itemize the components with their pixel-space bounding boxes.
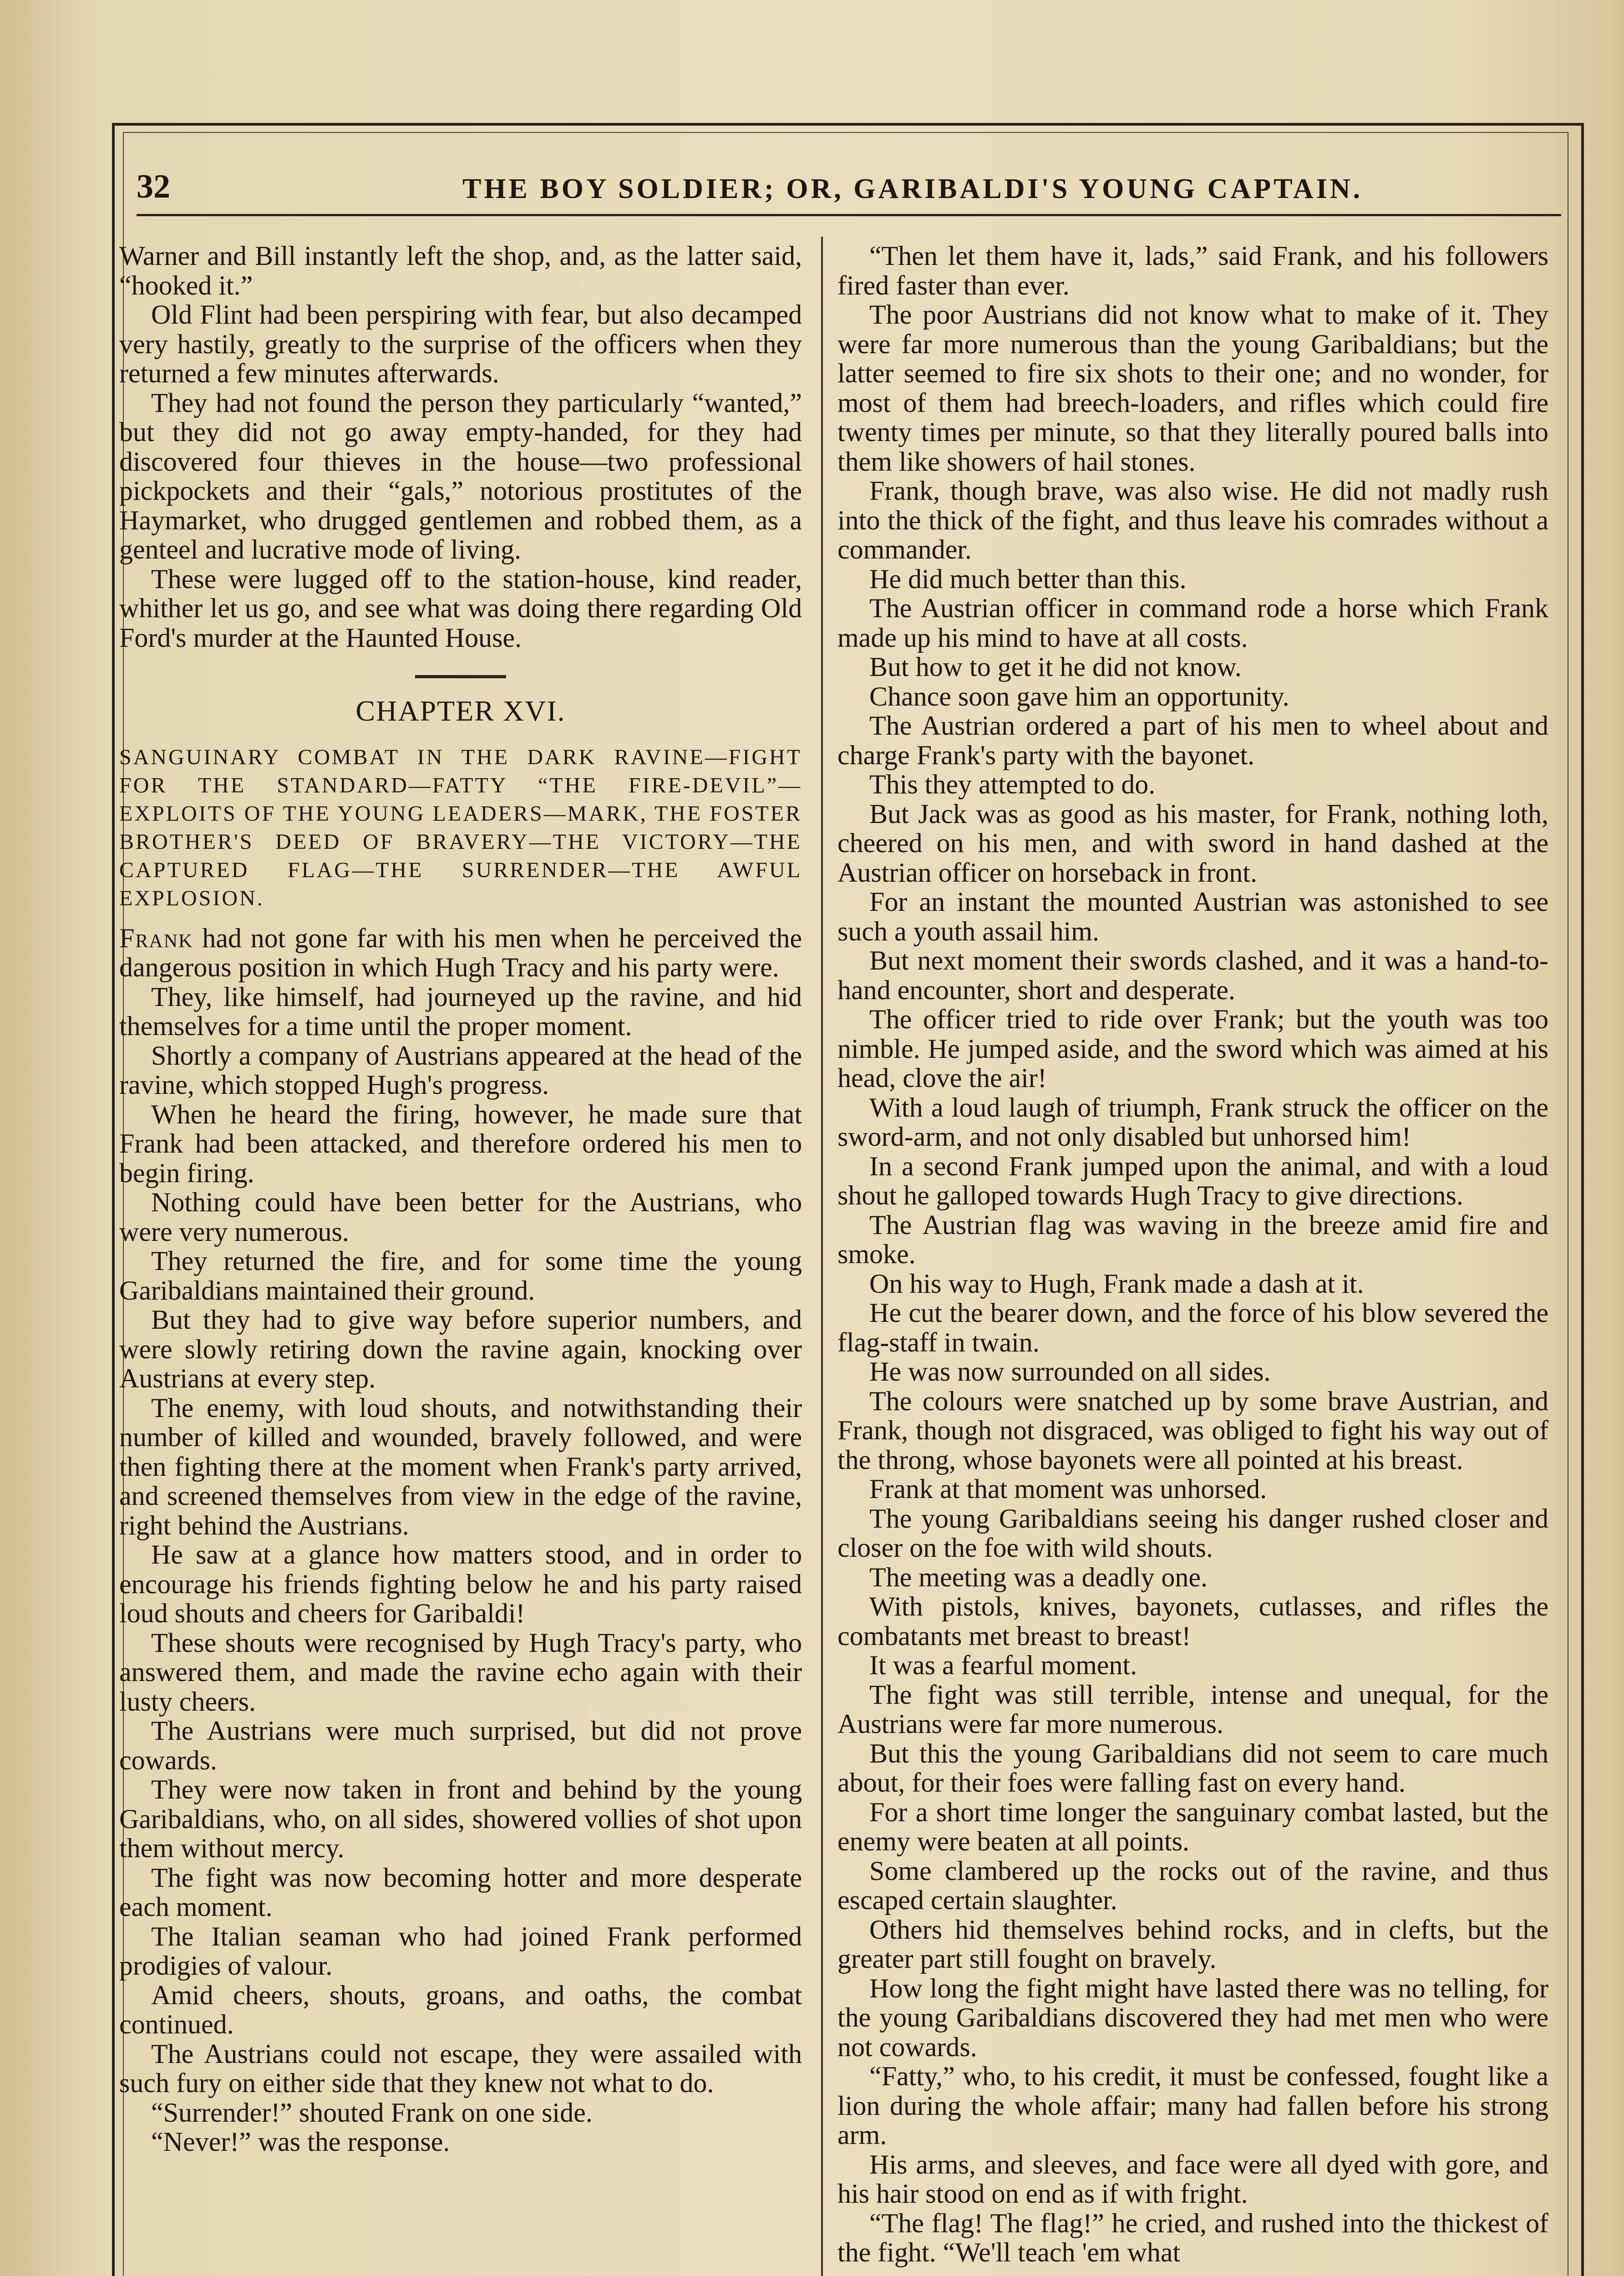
page-header xyxy=(137,159,1561,216)
paragraph: “Fatty,” who, to his credit, it must be confessed, fought like a lion during the whole affair; many had fallen before his strong arm. xyxy=(837,2061,1548,2150)
paragraph: They, like himself, had journeyed up the ravine, and hid themselves for a time until the proper moment. xyxy=(119,981,802,1041)
paragraph: Others hid themselves behind rocks, and in clefts, but the greater part still fought on bravely. xyxy=(837,1914,1548,1974)
paragraph: It was a fearful moment. xyxy=(869,1650,1137,1680)
paragraph: The fight was now becoming hotter and more desperate each moment. xyxy=(119,1862,802,1922)
paragraph: His arms, and sleeves, and face were all dyed with gore, and his hair stood on end as if with fright. xyxy=(837,2149,1548,2209)
paragraph: “Never!” was the response. xyxy=(151,2127,450,2157)
chapter-synopsis: SANGUINARY COMBAT IN THE DARK RAVINE—FIGHT FOR THE STANDARD—FATTY “THE FIRE-DEVIL”—EXPLOITS OF THE YOUNG LEADERS—MARK, THE FOSTER BROTHER'S DEED OF BRAVERY—THE VICTORY—THE CAPTURED FLAG—THE SURRENDER—THE AWFUL EXPLOSION. xyxy=(119,745,802,910)
paragraph: The Italian seaman who had joined Frank performed prodigies of valour. xyxy=(119,1921,802,1981)
paragraph: But Jack was as good as his master, for Frank, nothing loth, cheered on his men, and with sword in hand dashed at the Austrian officer on horseback in front. xyxy=(837,798,1548,888)
paragraph: The Austrian officer in command rode a horse which Frank made up his mind to have at all costs. xyxy=(837,593,1548,653)
chapter-opening-paragraph xyxy=(119,924,802,982)
paragraph: Frank at that moment was unhorsed. xyxy=(869,1474,1267,1504)
paragraph: The officer tried to ride over Frank; but the youth was too nimble. He jumped aside, and the sword which was aimed at his head, clove the air! xyxy=(837,1004,1548,1093)
paragraph: He saw at a glance how matters stood, and in order to encourage his friends fighting below he and his party raised loud shouts and cheers for Garibaldi! xyxy=(119,1539,802,1628)
paragraph: Warner and Bill instantly left the shop, and, as the latter said, “hooked it.” xyxy=(119,241,802,300)
page-number: 32 xyxy=(137,168,170,205)
paragraph: Some clambered up the rocks out of the ravine, and thus escaped certain slaughter. xyxy=(837,1855,1548,1915)
paragraph: These shouts were recognised by Hugh Tracy's party, who answered them, and made the ravine echo again with their lusty cheers. xyxy=(119,1627,802,1717)
right-column xyxy=(837,241,1548,2267)
paragraph: With a loud laugh of triumph, Frank struck the officer on the sword-arm, and not only disabled but unhorsed him! xyxy=(837,1092,1548,1152)
paragraph: Frank, though brave, was also wise. He did not madly rush into the thick of the fight, and thus leave his comrades without a commander. xyxy=(837,476,1548,564)
paragraph: Shortly a company of Austrians appeared at the head of the ravine, which stopped Hugh's progress. xyxy=(119,1040,802,1100)
chapter-title: CHAPTER XVI. xyxy=(355,695,566,727)
paragraph: How long the fight might have lasted there was no telling, for the young Garibaldians discovered they had met men who were not cowards. xyxy=(837,1973,1548,2062)
paragraph: They had not found the person they particularly “wanted,” but they did not go away empty-handed, for they had discovered four thieves in the house—two professional pickpockets and their “gals,” notorious prostitutes of the Haymarket, who drugged gentlemen and robbed them, as a genteel and lucrative mode of living. xyxy=(119,387,802,564)
paragraph: For an instant the mounted Austrian was astonished to see such a youth assail him. xyxy=(837,887,1548,946)
paragraph: They were now taken in front and behind by the young Garibaldians, who, on all sides, showered vollies of shot upon them without mercy. xyxy=(119,1774,802,1863)
opening-word: Frank xyxy=(119,923,193,953)
paragraph: When he heard the firing, however, he made sure that Frank had been attacked, and therefore ordered his men to begin firing. xyxy=(119,1099,802,1188)
paragraph: But they had to give way before superior numbers, and were slowly retiring down the ravine again, knocking over Austrians at every step. xyxy=(119,1305,802,1393)
paragraph: “The flag! The flag!” he cried, and rushed into the thickest of the fight. “We'll teach 'em what xyxy=(837,2208,1548,2267)
paragraph: “Then let them have it, lads,” said Frank, and his followers fired faster than ever. xyxy=(837,241,1548,300)
paragraph: The meeting was a deadly one. xyxy=(869,1562,1208,1592)
paragraph: The enemy, with loud shouts, and notwithstanding their number of killed and wounded, bravely followed, and were then fighting there at the moment when Frank's party arrived, and screened themselves from view in the edge of the ravine, right behind the Austrians. xyxy=(119,1392,802,1540)
paragraph: The fight was still terrible, intense and unequal, for the Austrians were far more numerous. xyxy=(837,1679,1548,1739)
paragraph: But next moment their swords clashed, and it was a hand-to-hand encounter, short and desperate. xyxy=(837,945,1548,1005)
paragraph: The young Garibaldians seeing his danger rushed closer and closer on the foe with wild shouts. xyxy=(837,1503,1548,1563)
paragraph: He did much better than this. xyxy=(869,564,1187,594)
paragraph: This they attempted to do. xyxy=(869,769,1156,799)
paragraph: The Austrians were much surprised, but did not prove cowards. xyxy=(119,1716,802,1775)
paragraph: The colours were snatched up by some brave Austrian, and Frank, though not disgraced, was obliged to fight his way out of the throng, whose bayonets were all pointed at his breast. xyxy=(837,1386,1548,1475)
paragraph: The Austrian ordered a part of his men to wheel about and charge Frank's party with the bayonet. xyxy=(837,711,1548,770)
paragraph: They returned the fire, and for some time the young Garibaldians maintained their ground. xyxy=(119,1246,802,1306)
paragraph: Nothing could have been better for the Austrians, who were very numerous. xyxy=(119,1187,802,1247)
paragraph: For a short time longer the sanguinary combat lasted, but the enemy were beaten at all points. xyxy=(837,1797,1548,1856)
paragraph: With pistols, knives, bayonets, cutlasses, and rifles the combatants met breast to breast! xyxy=(837,1591,1548,1651)
paragraph: He was now surrounded on all sides. xyxy=(869,1356,1271,1387)
paragraph: But this the young Garibaldians did not seem to care much about, for their foes were falling fast on every hand. xyxy=(837,1738,1548,1798)
running-title: THE BOY SOLDIER; OR, GARIBALDI'S YOUNG CAPTAIN. xyxy=(462,173,1363,204)
paragraph: Old Flint had been perspiring with fear, but also decamped very hastily, greatly to the surprise of the officers when they returned a few minutes afterwards. xyxy=(119,300,802,388)
paragraph: The poor Austrians did not know what to make of it. They were far more numerous than the young Garibaldians; but the latter seemed to fire six shots to their one; and no wonder, for most of them had breech-loaders, and rifles which could fire twenty times per minute, so that they literally poured balls into them like showers of hail stones. xyxy=(837,300,1548,477)
paragraph: He cut the bearer down, and the force of his blow severed the flag-staff in twain. xyxy=(837,1298,1548,1357)
paragraph: The Austrians could not escape, they were assailed with such fury on either side that they knew not what to do. xyxy=(119,2038,802,2098)
paragraph: On his way to Hugh, Frank made a dash at it. xyxy=(869,1268,1364,1299)
section-separator xyxy=(415,675,506,678)
left-column xyxy=(119,241,802,2157)
paragraph: But how to get it he did not know. xyxy=(869,652,1242,682)
paragraph: In a second Frank jumped upon the animal, and with a loud shout he galloped towards Hugh Tracy to give directions. xyxy=(837,1151,1548,1210)
paragraph: “Surrender!” shouted Frank on one side. xyxy=(151,2097,593,2128)
paragraph: Chance soon gave him an opportunity. xyxy=(869,681,1289,711)
paragraph: These were lugged off to the station-house, kind reader, whither let us go, and see what was doing there regarding Old Ford's murder at the Haunted House. xyxy=(119,564,802,653)
column-divider xyxy=(821,237,823,2276)
paragraph: Amid cheers, shouts, groans, and oaths, the combat continued. xyxy=(119,1980,802,2039)
paragraph: The Austrian flag was waving in the breeze amid fire and smoke. xyxy=(837,1209,1548,1269)
opening-text: had not gone far with his men when he perceived the dangerous position in which Hugh Tracy and his party were. xyxy=(119,923,802,982)
